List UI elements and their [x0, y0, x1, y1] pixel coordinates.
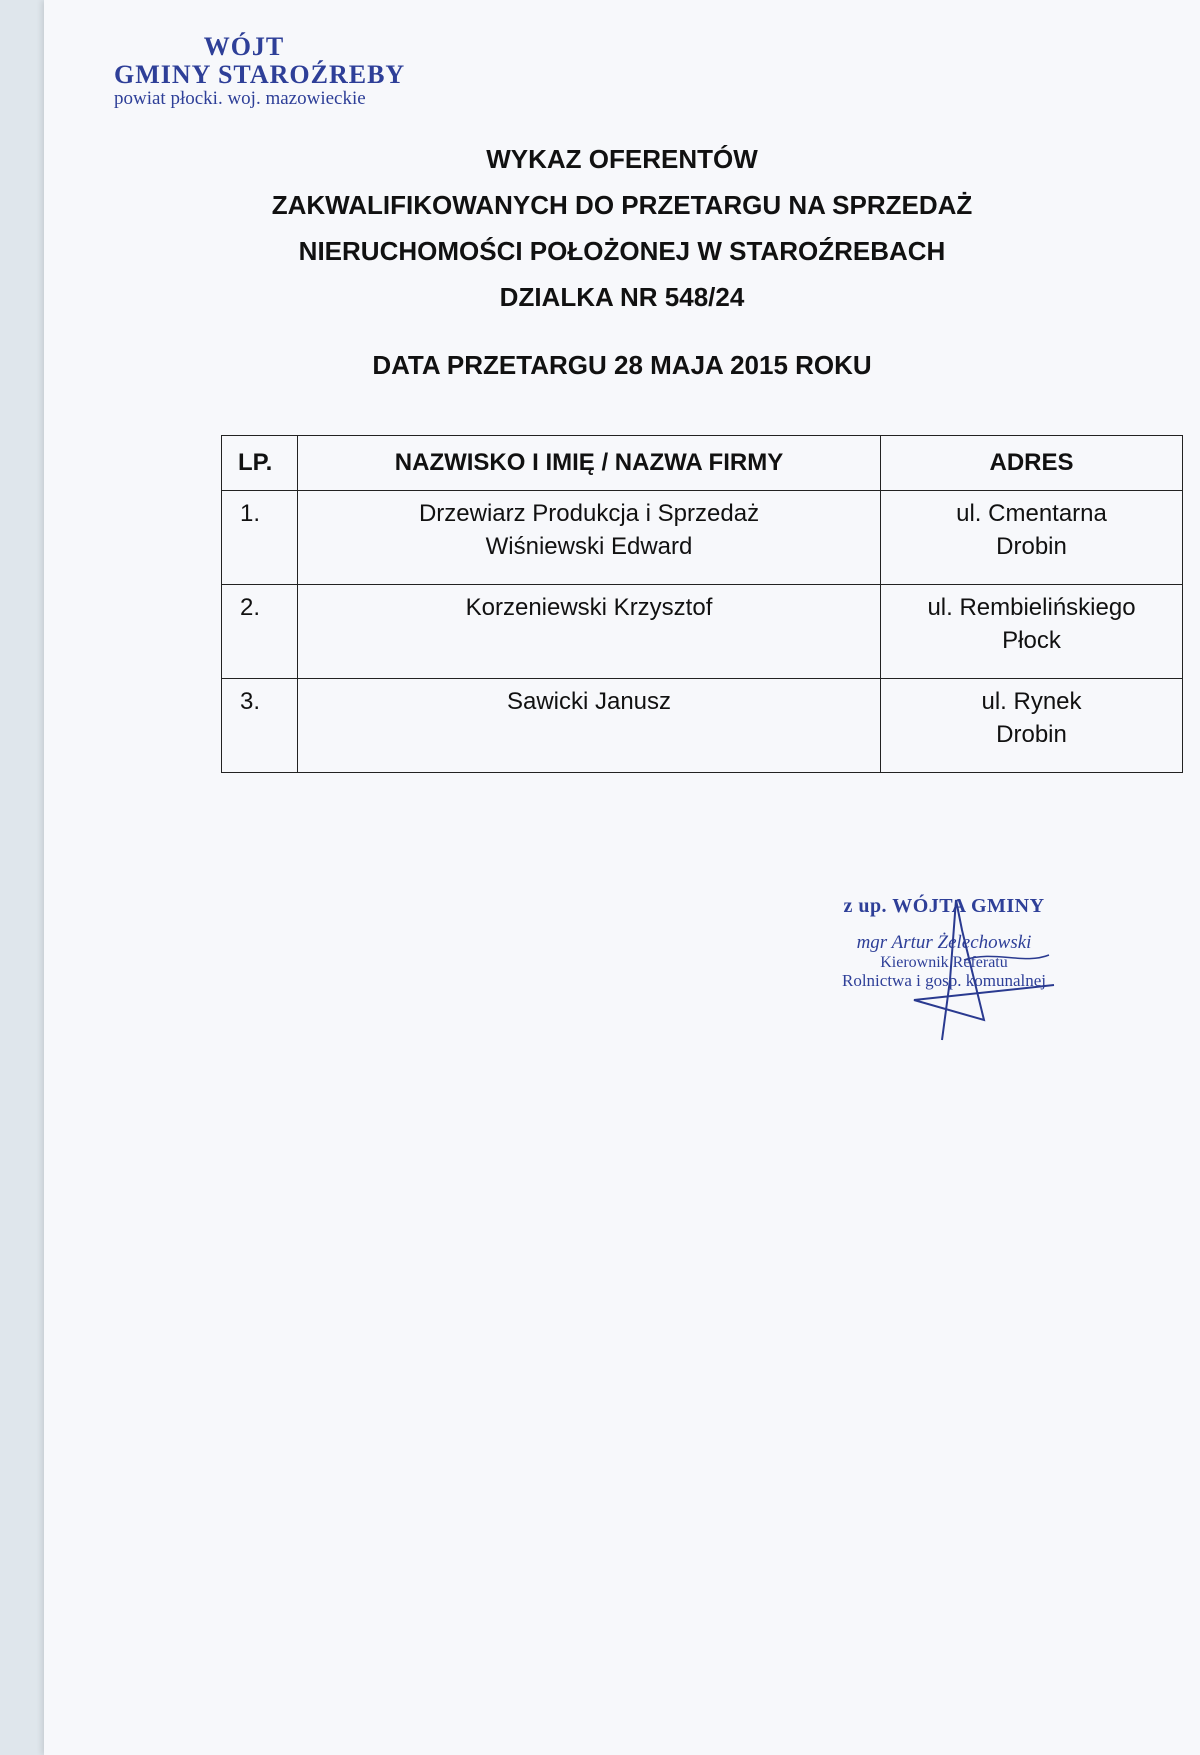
name-line: Drzewiarz Produkcja i Sprzedaż: [418, 500, 760, 527]
row-name: [298, 585, 881, 679]
document-title: [44, 136, 1200, 388]
address-city: Drobin: [996, 721, 1067, 748]
name-line: Sawicki Janusz: [506, 688, 672, 715]
row-address: [881, 679, 1183, 773]
address-city: Drobin: [996, 533, 1067, 560]
signature-line-3: Kierownik Referatu: [880, 954, 1008, 971]
auction-date: DATA PRZETARGU 28 MAJA 2015 ROKU: [372, 350, 872, 380]
signature-line-4: Rolnictwa i gosp. komunalnej: [842, 971, 1046, 990]
address-city: Płock: [1002, 627, 1061, 654]
table-header-row: [222, 436, 1183, 491]
document-page: [44, 0, 1200, 1755]
row-lp: 2.: [222, 585, 298, 679]
header-address: ADRES: [881, 436, 1183, 491]
title-line-4: DZIALKA NR 548/24: [499, 282, 745, 312]
office-stamp: [114, 32, 474, 110]
table-row: [222, 679, 1183, 773]
name-line: Korzeniewski Krzysztof: [465, 594, 713, 621]
address-street: ul. Rynek: [981, 688, 1082, 715]
title-line-1: WYKAZ OFERENTÓW: [486, 144, 758, 174]
signature-line-2: mgr Artur Żelechowski: [856, 932, 1032, 953]
stamp-line-2: GMINY STAROŹREBY: [114, 60, 406, 89]
address-street: ul. Rembielińskiego: [927, 594, 1136, 621]
header-lp: LP.: [222, 436, 298, 491]
row-name: [298, 679, 881, 773]
row-lp: 1.: [222, 491, 298, 585]
title-line-3: NIERUCHOMOŚCI POŁOŻONEJ W STAROŹREBACH: [298, 236, 946, 266]
name-line: Wiśniewski Edward: [485, 533, 693, 560]
title-line-2: ZAKWALIFIKOWANYCH DO PRZETARGU NA SPRZEDAŻ: [271, 190, 973, 220]
signature-line-1: z up. WÓJTA GMINY: [843, 895, 1045, 917]
stamp-line-3: powiat płocki. woj. mazowieckie: [114, 88, 366, 109]
bidders-table: [221, 435, 1183, 773]
row-name: [298, 491, 881, 585]
row-lp: 3.: [222, 679, 298, 773]
row-address: [881, 585, 1183, 679]
table-row: [222, 585, 1183, 679]
handwritten-signature-icon: [874, 890, 1074, 1050]
table-row: [222, 491, 1183, 585]
stamp-line-1: WÓJT: [203, 32, 285, 61]
row-address: [881, 491, 1183, 585]
header-name: NAZWISKO I IMIĘ / NAZWA FIRMY: [298, 436, 881, 491]
address-street: ul. Cmentarna: [956, 500, 1107, 527]
